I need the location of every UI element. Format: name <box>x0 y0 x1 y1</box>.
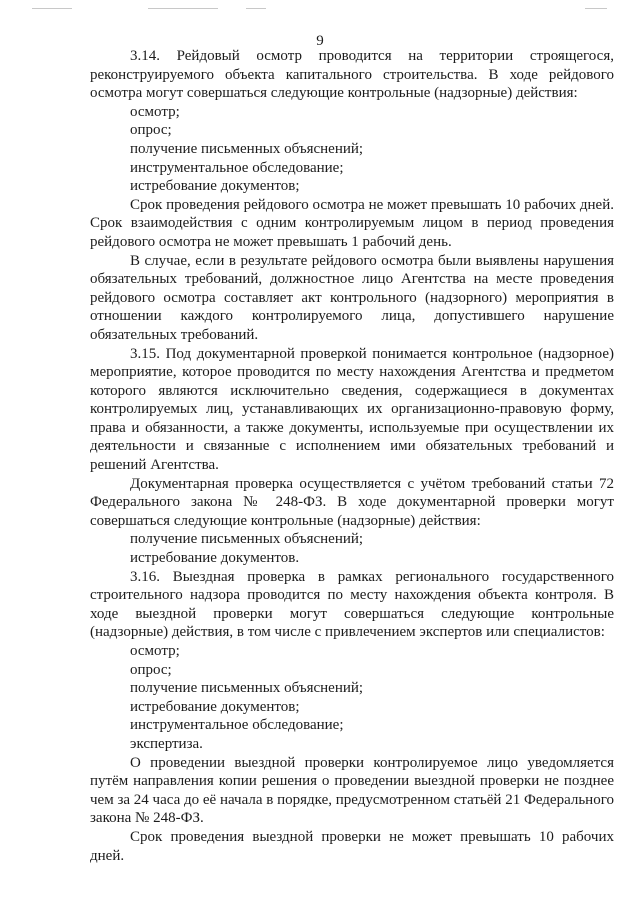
paragraph-3-14-violations: В случае, если в результате рейдового осмотра были выявлены нарушения обязательных требований, должностное лицо Агентства на месте проведения рейдового осмотра составляет акт контрольного (надзорного) мероприятия в отношении каждого контролируемого лица, допустившего нарушение обязательных требований. <box>90 252 614 343</box>
scan-artifact <box>585 8 607 9</box>
paragraph-3-15-procedure: Документарная проверка осуществляется с учётом требований статьи 72 Федерального закона № 248-ФЗ. В ходе документарной проверки могут совершаться следующие контрольные (надзорные) действия: <box>90 475 614 529</box>
list-item: осмотр; <box>130 103 180 120</box>
page-number: 9 <box>316 33 324 49</box>
list-item: истребование документов; <box>130 698 300 715</box>
list-item: истребование документов; <box>130 178 300 195</box>
list-item: осмотр; <box>130 643 180 659</box>
scan-artifact <box>32 8 72 9</box>
paragraph-3-14-intro: 3.14. Рейдовый осмотр проводится на территории строящегося, реконструируемого объекта капитального строительства. В ходе рейдового осмотра могут совершаться следующие контрольные (надзорные) действия: <box>90 48 614 102</box>
scan-artifact <box>246 8 266 9</box>
list-item: опрос; <box>130 661 172 678</box>
list-item: инструментальное обследование; <box>130 159 344 176</box>
paragraph-3-16-intro: 3.16. Выездная проверка в рамках регионального государственного строительного надзора проводится по месту нахождения объекта контроля. В ходе выездной проверки могут совершаться следующие контрольные (надзорные) действия, в том числе с привлечением экспертов или специалистов: <box>90 568 614 641</box>
scan-artifact <box>148 8 218 9</box>
paragraph-3-14-duration: Срок проведения рейдового осмотра не может превышать 10 рабочих дней. Срок взаимодействия с одним контролируемым лицом в период проведения рейдового осмотра не может превышать 1 рабочий день. <box>90 196 614 250</box>
list-item: экспертиза. <box>130 735 203 752</box>
document-body <box>90 47 614 865</box>
list-item: получение письменных объяснений; <box>130 680 364 697</box>
list-item: инструментальное обследование; <box>130 717 344 734</box>
list-item: опрос; <box>130 122 172 139</box>
paragraph-3-16-duration: Срок проведения выездной проверки не может превышать 10 рабочих дней. <box>90 828 614 864</box>
paragraph-3-15-intro: 3.15. Под документарной проверкой понимается контрольное (надзорное) мероприятие, которое проводится по месту нахождения Агентства и предметом которого являются исключительно сведения, содержащиеся в документах контролируемых лиц, устанавливающих их организационно-правовую форму, права и обязанности, а также документы, используемые при осуществлении их деятельности и связанные с исполнением ими обязательных требований и решений Агентства. <box>90 345 614 474</box>
list-item: истребование документов. <box>130 550 300 567</box>
paragraph-3-16-notification: О проведении выездной проверки контролируемое лицо уведомляется путём направления копии решения о проведении выездной проверки не позднее чем за 24 часа до её начала в порядке, предусмотренном статьёй 21 Федерального закона № 248-ФЗ. <box>90 754 614 827</box>
list-item: получение письменных объяснений; <box>130 140 364 157</box>
list-item: получение письменных объяснений; <box>130 531 364 548</box>
